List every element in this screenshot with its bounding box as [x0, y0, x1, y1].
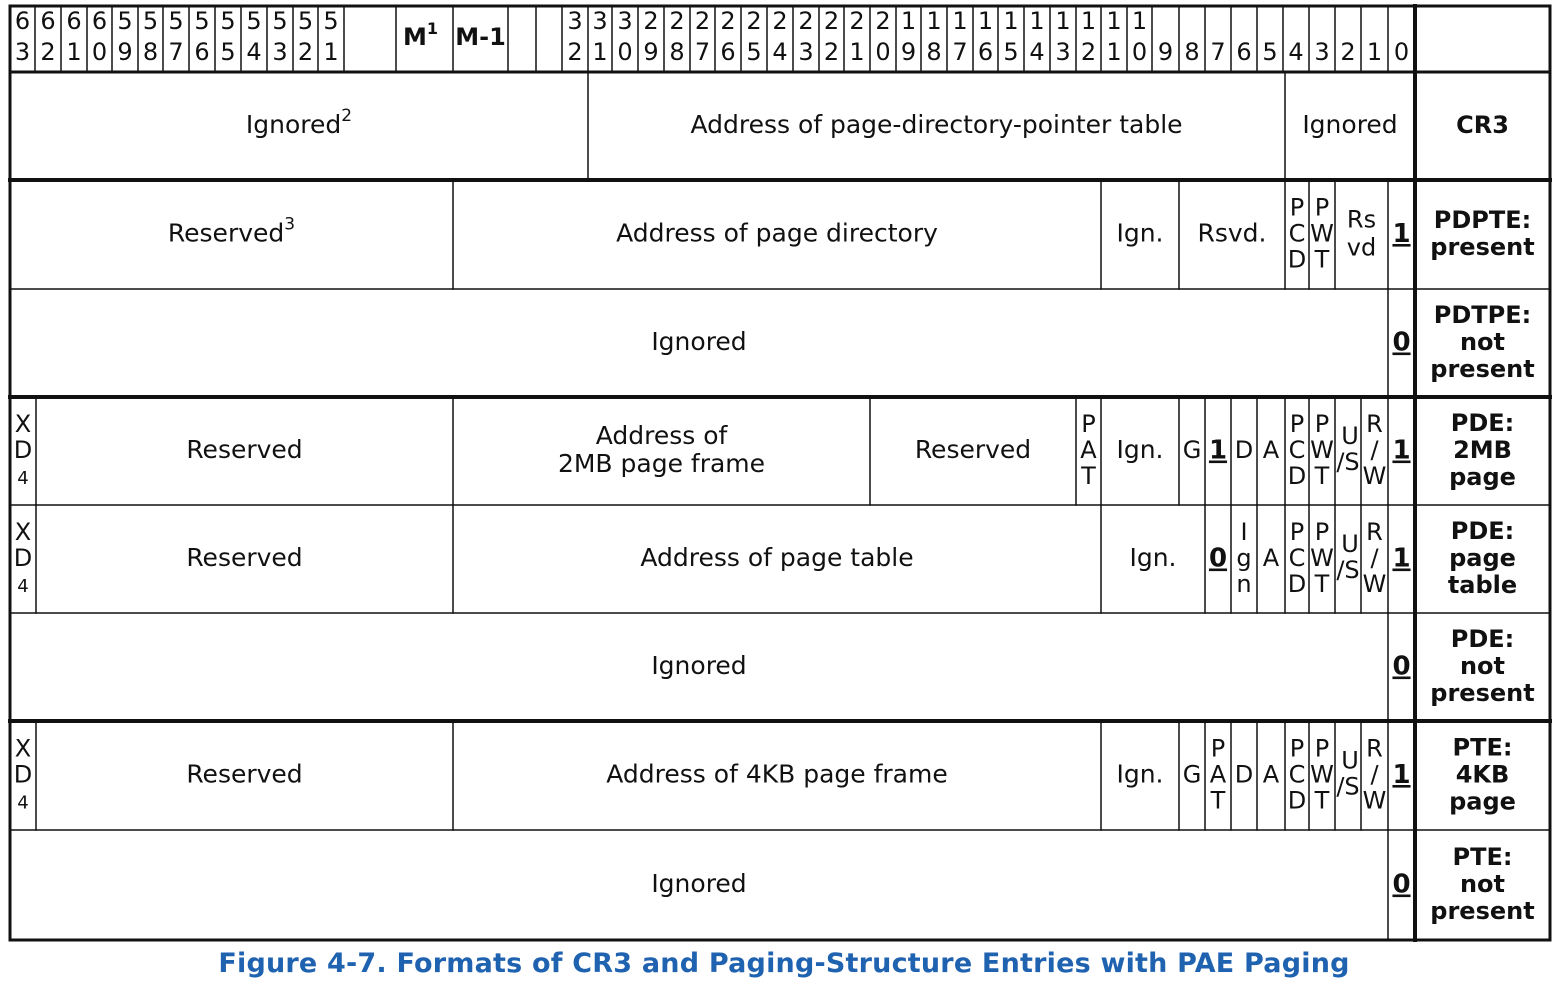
- figure-caption: Figure 4-7. Formats of CR3 and Paging-Structure Entries with PAE Paging: [218, 948, 1350, 979]
- pdpte-present-bit: 1: [1392, 219, 1411, 249]
- pte-pwt: P: [1314, 734, 1330, 763]
- pde2mb-pat: A: [1080, 436, 1097, 464]
- pde-np-ignored: Ignored: [651, 651, 747, 680]
- pde2mb-pcd: C: [1288, 436, 1306, 464]
- bit-number-ones: 3: [1314, 38, 1330, 66]
- bit-number-tens: 5: [220, 7, 236, 35]
- pde2mb-pat: P: [1081, 410, 1096, 438]
- bit-number-tens: 6: [14, 7, 31, 35]
- pte-us: U: [1341, 746, 1359, 775]
- bit-number-ones: 9: [1157, 38, 1174, 66]
- bit-number-ones: 6: [977, 38, 994, 66]
- pte-rw: /: [1370, 760, 1379, 789]
- pdept-rw: /: [1370, 544, 1379, 572]
- bit-number-ones: 2: [40, 38, 56, 66]
- bit-number-tens: 5: [323, 7, 339, 35]
- pde2mb-xd: D: [13, 436, 33, 464]
- label-pde-not-present: PDE:: [1450, 625, 1515, 653]
- pdept-ign-bit: n: [1236, 570, 1252, 598]
- bit-number-ones: 5: [1262, 38, 1278, 66]
- pte-pat: A: [1209, 760, 1227, 789]
- pdept-reserved: Reserved: [186, 543, 303, 572]
- bit-number-ones: 2: [1080, 38, 1097, 66]
- pte-pcd: D: [1287, 786, 1307, 815]
- label-pte-not-present: present: [1430, 897, 1535, 925]
- bit-number-tens: 2: [720, 7, 736, 35]
- pde2mb-pcd: D: [1287, 462, 1307, 490]
- pte-pwt: T: [1314, 786, 1330, 815]
- bit-number-tens: 1: [1131, 7, 1148, 35]
- bit-number-tens: 5: [272, 7, 288, 35]
- pde2mb-pcd: P: [1289, 410, 1305, 438]
- pdept-ign-bit: g: [1236, 544, 1252, 572]
- bit-number-ones: 4: [246, 38, 262, 66]
- bit-number-ones: 7: [694, 38, 711, 66]
- pte-g: G: [1182, 760, 1202, 789]
- bit-number-ones: 6: [1236, 38, 1252, 66]
- bit-number-ones: 1: [66, 38, 82, 66]
- pdept-pwt: P: [1314, 518, 1330, 546]
- pdpte-pd-address: Address of page directory: [616, 218, 938, 248]
- pdpte-np-present-bit: 0: [1392, 327, 1411, 358]
- bit-number-ones: 5: [220, 38, 236, 66]
- label-pte-not-present: not: [1459, 870, 1506, 898]
- pdpte-pwt: T: [1314, 245, 1330, 274]
- pdept-xd: X: [14, 518, 32, 546]
- label-pdpte-not-present: PDTPE:: [1433, 301, 1532, 329]
- pdpte-pwt: W: [1310, 219, 1334, 248]
- pdept-pcd: C: [1288, 544, 1306, 572]
- bit-number-ones: 1: [592, 38, 608, 66]
- bit-number-tens: 1: [1003, 7, 1019, 35]
- pte-xd: 4: [17, 792, 29, 814]
- bit-number-tens: 5: [246, 7, 262, 35]
- pde2mb-rw: /: [1370, 436, 1379, 464]
- bit-number-tens: 2: [669, 7, 685, 35]
- bit-number-ones: 7: [952, 38, 968, 66]
- pdpte-reserved: Reserved$^3$: [167, 214, 296, 248]
- label-pde-not-present: not: [1459, 652, 1506, 680]
- pde2mb-reserved-high: Reserved: [186, 435, 303, 464]
- pte-ignored: Ign.: [1116, 759, 1164, 789]
- bit-number-ones: 4: [1288, 38, 1304, 66]
- pdpte-pcd: C: [1288, 219, 1306, 248]
- bit-number-ones: 4: [1029, 38, 1045, 66]
- pte-us: /S: [1336, 772, 1360, 801]
- pte-xd: D: [13, 760, 33, 789]
- bit-label-m-sup: 1: [426, 18, 439, 38]
- bit-number-ones: 2: [823, 38, 840, 66]
- pte-pcd: C: [1288, 760, 1306, 789]
- bit-number-tens: 1: [900, 7, 917, 35]
- pde2mb-pat: T: [1081, 462, 1096, 490]
- bit-number-tens: 1: [1029, 7, 1045, 35]
- bit-number-tens: 2: [694, 7, 711, 35]
- bit-number-ones: 0: [91, 38, 108, 66]
- bit-number-ones: 1: [1366, 38, 1383, 66]
- pde2mb-us: U: [1341, 422, 1359, 450]
- bit-number-ones: 8: [142, 38, 159, 66]
- label-cr3: CR3: [1456, 111, 1509, 139]
- pdpte-rsvd-bits: Rs: [1346, 205, 1377, 234]
- pde2mb-reserved-low: Reserved: [914, 435, 1032, 464]
- pdept-a: A: [1262, 544, 1280, 572]
- pde2mb-rw: R: [1366, 410, 1383, 438]
- bit-number-ones: 0: [875, 38, 891, 66]
- pte-reserved: Reserved: [186, 759, 303, 789]
- bit-number-ones: 3: [798, 38, 814, 66]
- bit-number-tens: 2: [746, 7, 762, 35]
- bit-number-ones: 8: [669, 38, 685, 66]
- label-pdpte-not-present: not: [1459, 328, 1506, 356]
- pde2mb-present-bit: 1: [1392, 435, 1411, 466]
- pde2mb-pwt: P: [1314, 410, 1330, 438]
- pdept-present-bit: 1: [1392, 543, 1411, 574]
- bit-number-ones: 2: [297, 38, 314, 66]
- bit-number-ones: 8: [1184, 38, 1200, 66]
- pdpte-rsvd: Rsvd.: [1197, 218, 1267, 248]
- pte-rw: R: [1366, 734, 1383, 763]
- bit-number-tens: 2: [798, 7, 814, 35]
- pde2mb-us: /S: [1336, 448, 1360, 476]
- bit-number-ones: 6: [194, 38, 210, 66]
- label-pdpte-present: present: [1430, 233, 1535, 261]
- pdept-pcd: D: [1287, 570, 1307, 598]
- bit-number-tens: 5: [168, 7, 184, 35]
- bit-number-ones: 0: [617, 38, 633, 66]
- pte-a: A: [1262, 760, 1280, 789]
- pdept-us: U: [1341, 530, 1359, 558]
- label-pdpte-present: PDPTE:: [1433, 206, 1532, 234]
- pdpte-pcd: D: [1287, 245, 1307, 274]
- pde2mb-ps-bit: 1: [1208, 435, 1228, 466]
- bit-number-tens: 1: [1055, 7, 1071, 35]
- cr3-ignored-high-sup: 2: [341, 106, 353, 126]
- label-pte-not-present: PTE:: [1452, 843, 1513, 871]
- bit-number-tens: 6: [40, 7, 56, 35]
- bit-number-tens: 6: [91, 7, 108, 35]
- pte-rw: W: [1362, 786, 1387, 815]
- cr3-ignored-high: Ignored$^2$: [245, 106, 353, 139]
- bit-number-ones: 3: [272, 38, 288, 66]
- bit-number-ones: 4: [772, 38, 788, 66]
- cr3-ignored-low: Ignored: [1302, 110, 1398, 139]
- bit-number-ones: 2: [1340, 38, 1356, 66]
- label-pde-2mb: 2MB: [1453, 436, 1512, 464]
- bit-number-ones: 3: [1055, 38, 1071, 66]
- pte-pwt: W: [1310, 760, 1334, 789]
- pde2mb-xd: 4: [17, 468, 29, 489]
- bit-number-tens: 3: [567, 7, 583, 35]
- pdept-pcd: P: [1289, 518, 1305, 546]
- label-pde-page-table: PDE:: [1450, 517, 1515, 545]
- pde2mb-d: D: [1234, 436, 1254, 464]
- pte-np-present-bit: 0: [1392, 869, 1411, 900]
- bit-number-ones: 0: [1393, 38, 1410, 66]
- bit-number-tens: 1: [977, 7, 994, 35]
- cr3-pdpt-address: Address of page-directory-pointer table: [690, 110, 1183, 139]
- pdept-ignored: Ign.: [1129, 543, 1177, 572]
- bit-number-tens: 1: [1080, 7, 1097, 35]
- bit-number-ones: 5: [746, 38, 762, 66]
- pdept-xd: D: [13, 544, 33, 572]
- label-pde-page-table: table: [1447, 571, 1518, 599]
- bit-number-ones: 5: [1003, 38, 1019, 66]
- pdept-rw: W: [1362, 570, 1387, 598]
- label-pdpte-not-present: present: [1430, 355, 1535, 383]
- pdpte-np-ignored: Ignored: [651, 327, 747, 356]
- bit-number-tens: 1: [926, 7, 942, 35]
- label-pde-page-table: page: [1449, 544, 1516, 572]
- pdpte-rsvd-bits: vd: [1346, 233, 1377, 262]
- bit-number-ones: 7: [168, 38, 184, 66]
- bit-number-tens: 2: [643, 7, 659, 35]
- bit-number-tens: 5: [142, 7, 159, 35]
- bit-number-ones: 9: [643, 38, 659, 66]
- bit-label-m-minus-1: M-1: [455, 23, 506, 51]
- bit-number-ones: 1: [1106, 38, 1122, 66]
- bit-number-tens: 2: [823, 7, 840, 35]
- bit-number-ones: 9: [900, 38, 917, 66]
- bit-number-ones: 6: [720, 38, 736, 66]
- bit-number-ones: 0: [1131, 38, 1148, 66]
- bit-number-ones: 1: [323, 38, 339, 66]
- pdept-ign-bit: I: [1240, 518, 1248, 546]
- bit-number-tens: 5: [194, 7, 210, 35]
- pdept-rw: R: [1366, 518, 1383, 546]
- bit-number-tens: 1: [1106, 7, 1122, 35]
- pte-np-ignored: Ignored: [651, 869, 747, 898]
- label-pte-4kb: 4KB: [1455, 760, 1510, 789]
- pte-d: D: [1234, 760, 1254, 789]
- label-pde-not-present: present: [1430, 679, 1535, 707]
- pte-frame-address: Address of 4KB page frame: [606, 759, 948, 789]
- bit-number-ones: 2: [567, 38, 583, 66]
- pte-pat: P: [1210, 734, 1226, 763]
- pte-pat: T: [1210, 786, 1226, 815]
- label-pde-2mb: page: [1449, 463, 1516, 491]
- bit-number-ones: 1: [849, 38, 865, 66]
- bit-number-ones: 8: [926, 38, 942, 66]
- bit-number-tens: 5: [297, 7, 314, 35]
- pde2mb-a: A: [1262, 436, 1280, 464]
- pte-present-bit: 1: [1392, 760, 1411, 790]
- bit-number-tens: 2: [849, 7, 865, 35]
- pdpte-pcd: P: [1289, 193, 1305, 222]
- label-pte-4kb: PTE:: [1452, 733, 1513, 762]
- pde2mb-xd: X: [14, 410, 32, 438]
- bit-number-ones: 3: [14, 38, 31, 66]
- pde2mb-rw: W: [1362, 462, 1387, 490]
- bit-number-tens: 6: [66, 7, 82, 35]
- pdept-pwt: T: [1314, 570, 1330, 598]
- bit-number-tens: 5: [117, 7, 133, 35]
- pdpte-reserved-sup: 3: [284, 214, 296, 235]
- pdept-pt-address: Address of page table: [640, 543, 914, 572]
- pde2mb-ignored: Ign.: [1116, 435, 1164, 464]
- pde2mb-pwt: W: [1310, 436, 1334, 464]
- bit-number-tens: 2: [875, 7, 891, 35]
- pdept-ps-bit: 0: [1208, 543, 1228, 574]
- bit-number-ones: 7: [1210, 38, 1226, 66]
- pdpte-pwt: P: [1314, 193, 1330, 222]
- bit-number-tens: 2: [772, 7, 788, 35]
- label-pte-4kb: page: [1449, 787, 1516, 816]
- bit-number-tens: 3: [592, 7, 608, 35]
- pdept-xd: 4: [17, 576, 29, 597]
- pde2mb-g: G: [1182, 436, 1202, 464]
- pde2mb-frame-address: 2MB page frame: [557, 449, 766, 478]
- bit-number-tens: 3: [617, 7, 633, 35]
- label-pde-2mb: PDE:: [1450, 409, 1515, 437]
- bit-number-tens: 1: [952, 7, 968, 35]
- pte-pcd: P: [1289, 734, 1305, 763]
- pde-np-present-bit: 0: [1392, 651, 1411, 682]
- pde2mb-pwt: T: [1314, 462, 1330, 490]
- pdpte-ignored: Ign.: [1116, 218, 1164, 248]
- pte-xd: X: [14, 734, 32, 763]
- pde2mb-frame-address: Address of: [595, 421, 728, 450]
- pdept-pwt: W: [1310, 544, 1334, 572]
- bit-number-ones: 9: [117, 38, 133, 66]
- pdept-us: /S: [1336, 556, 1360, 584]
- bit-label-m: $M^1$: [402, 18, 439, 51]
